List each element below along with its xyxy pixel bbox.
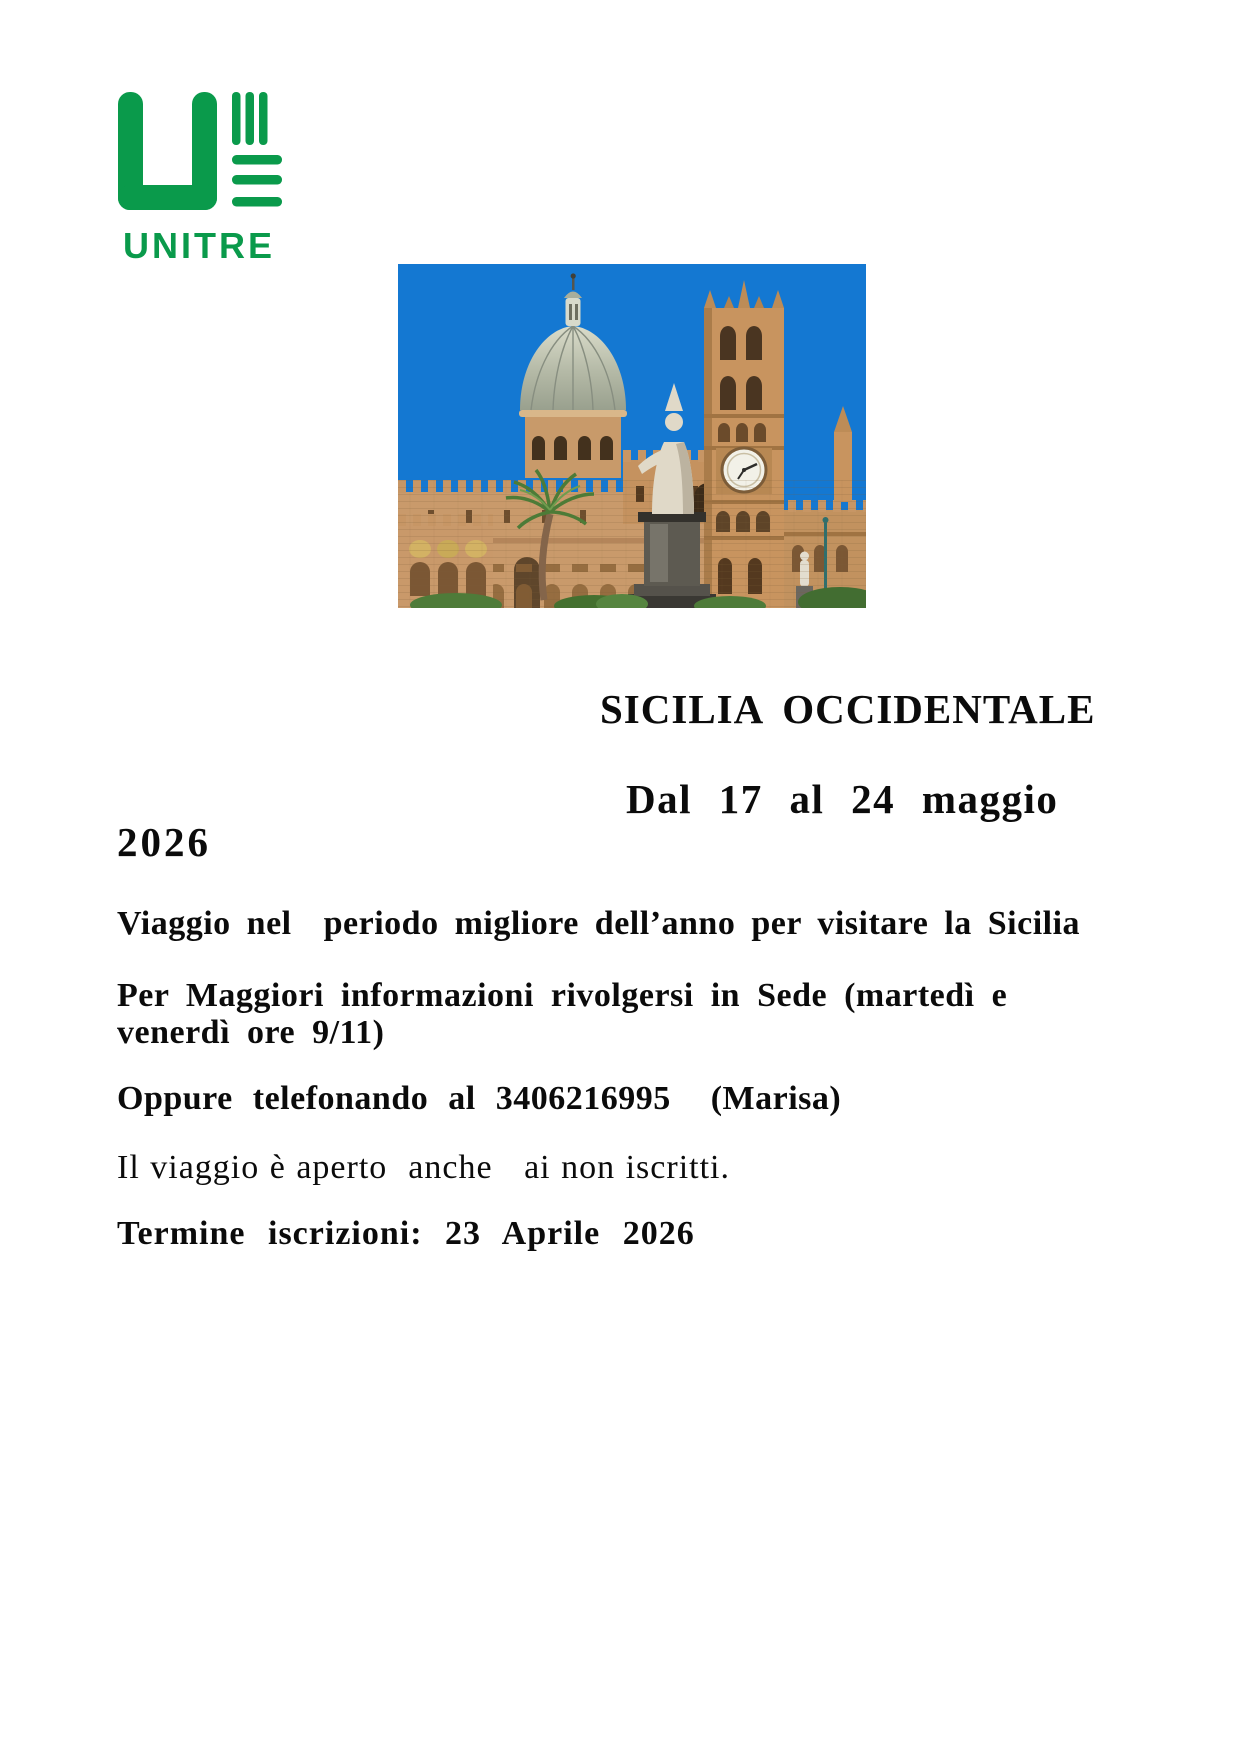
page-title: SICILIA OCCIDENTALE [600, 686, 1096, 732]
date-range: Dal 17 al 24 maggio [626, 776, 1059, 822]
logo-horizontal-bars [232, 155, 282, 207]
info-paragraph-line2: venerdì ore 9/11) [117, 1014, 385, 1051]
phone-paragraph: Oppure telefonando al 3406216995 (Marisa) [117, 1080, 842, 1117]
year: 2026 [117, 819, 211, 865]
unitre-logo-text: UNITRE [123, 225, 275, 266]
info-paragraph [117, 977, 1007, 1051]
open-to-all-paragraph: Il viaggio è aperto anche ai non iscritti. [117, 1149, 730, 1186]
logo-vertical-bars [232, 92, 268, 145]
unitre-logo-mark [118, 92, 293, 214]
intro-paragraph: Viaggio nel periodo migliore dell’anno per visitare la Sicilia [117, 905, 1081, 942]
unitre-logo [118, 92, 298, 272]
cathedral-photo [398, 264, 866, 608]
logo-u-shape [118, 92, 217, 210]
info-paragraph-line1: Per Maggiori informazioni rivolgersi in Sede (martedì e [117, 977, 1008, 1014]
deadline-paragraph: Termine iscrizioni: 23 Aprile 2026 [117, 1215, 695, 1252]
